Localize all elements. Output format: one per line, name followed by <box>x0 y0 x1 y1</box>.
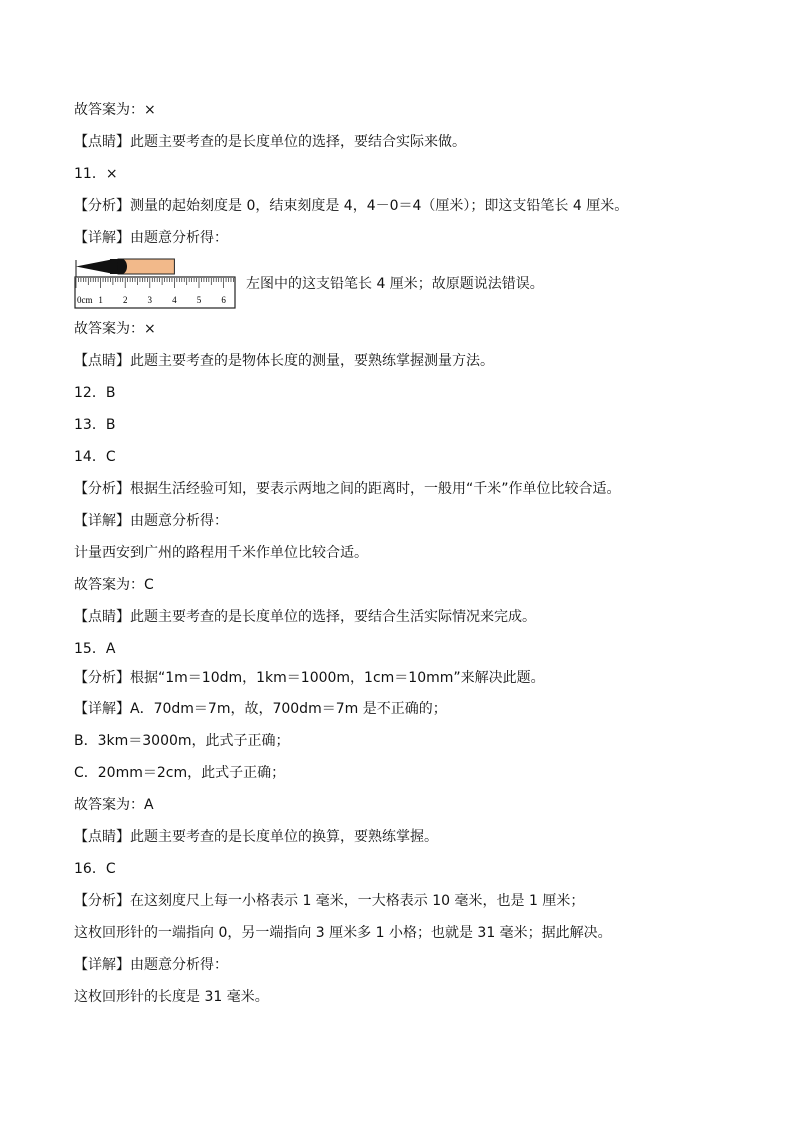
question-number: 11．× <box>74 166 118 182</box>
ruler-label: 2 <box>122 295 128 305</box>
comment-line: 【点睛】此题主要考查的是长度单位的换算，要熟练掌握。 <box>74 829 438 845</box>
comment-line: 【点睛】此题主要考查的是长度单位的选择，要结合生活实际情况来完成。 <box>74 609 536 625</box>
question-number: 14．C <box>74 449 116 465</box>
ruler-icon <box>75 277 235 308</box>
pencil-ruler-svg <box>74 258 244 310</box>
analysis-line: 【分析】根据“1m＝10dm，1km＝1000m，1cm＝10mm”来解决此题。 <box>74 670 545 686</box>
pencil-ferrule <box>117 259 127 274</box>
analysis-line: 【分析】在这刻度尺上每一小格表示 1 毫米，一大格表示 10 毫米，也是 1 厘米； <box>74 893 585 909</box>
detail-line: 【详解】由题意分析得： <box>74 513 228 529</box>
question-number: 16．C <box>74 861 116 877</box>
pencil-ruler-figure <box>74 258 244 310</box>
ruler-label: 5 <box>196 295 202 305</box>
answer-line: 故答案为：× <box>74 102 156 118</box>
comment-line: 【点睛】此题主要考查的是长度单位的选择，要结合实际来做。 <box>74 134 466 150</box>
detail-line: 【详解】由题意分析得： <box>74 230 228 246</box>
question-number: 13．B <box>74 417 116 433</box>
pencil-icon <box>76 259 174 278</box>
answer-line: 故答案为：× <box>74 321 156 337</box>
detail-text: B．3km＝3000m，此式子正确； <box>74 733 290 749</box>
detail-text: 这枚回形针的长度是 31 毫米。 <box>74 989 269 1005</box>
comment-line: 【点睛】此题主要考查的是物体长度的测量，要熟练掌握测量方法。 <box>74 353 494 369</box>
detail-line: 【详解】A．70dm＝7m，故，700dm＝7m 是不正确的； <box>74 701 447 717</box>
detail-text: 计量西安到广州的路程用千米作单位比较合适。 <box>74 545 368 561</box>
detail-line: 【详解】由题意分析得： <box>74 957 228 973</box>
analysis-line: 【分析】根据生活经验可知，要表示两地之间的距离时，一般用“千米”作单位比较合适。 <box>74 481 621 497</box>
ruler-label: 4 <box>172 295 177 305</box>
answer-line: 故答案为：A <box>74 797 154 813</box>
figure-caption: 左图中的这支铅笔长 4 厘米；故原题说法错误。 <box>246 276 544 292</box>
ruler-label: 0cm <box>77 295 93 305</box>
ruler-label: 3 <box>147 295 153 305</box>
detail-text: C．20mm＝2cm，此式子正确； <box>74 765 286 781</box>
analysis-line: 【分析】测量的起始刻度是 0，结束刻度是 4，4－0＝4（厘米）；即这支铅笔长 4 厘米。 <box>74 198 629 214</box>
analysis-line: 这枚回形针的一端指向 0，另一端指向 3 厘米多 1 小格；也就是 31 毫米；据此解决。 <box>74 925 612 941</box>
answer-line: 故答案为：C <box>74 577 154 593</box>
question-number: 15．A <box>74 641 116 657</box>
pencil-tip <box>76 259 114 274</box>
ruler-label: 6 <box>221 295 226 305</box>
ruler-label: 1 <box>98 295 103 305</box>
question-number: 12．B <box>74 385 116 401</box>
